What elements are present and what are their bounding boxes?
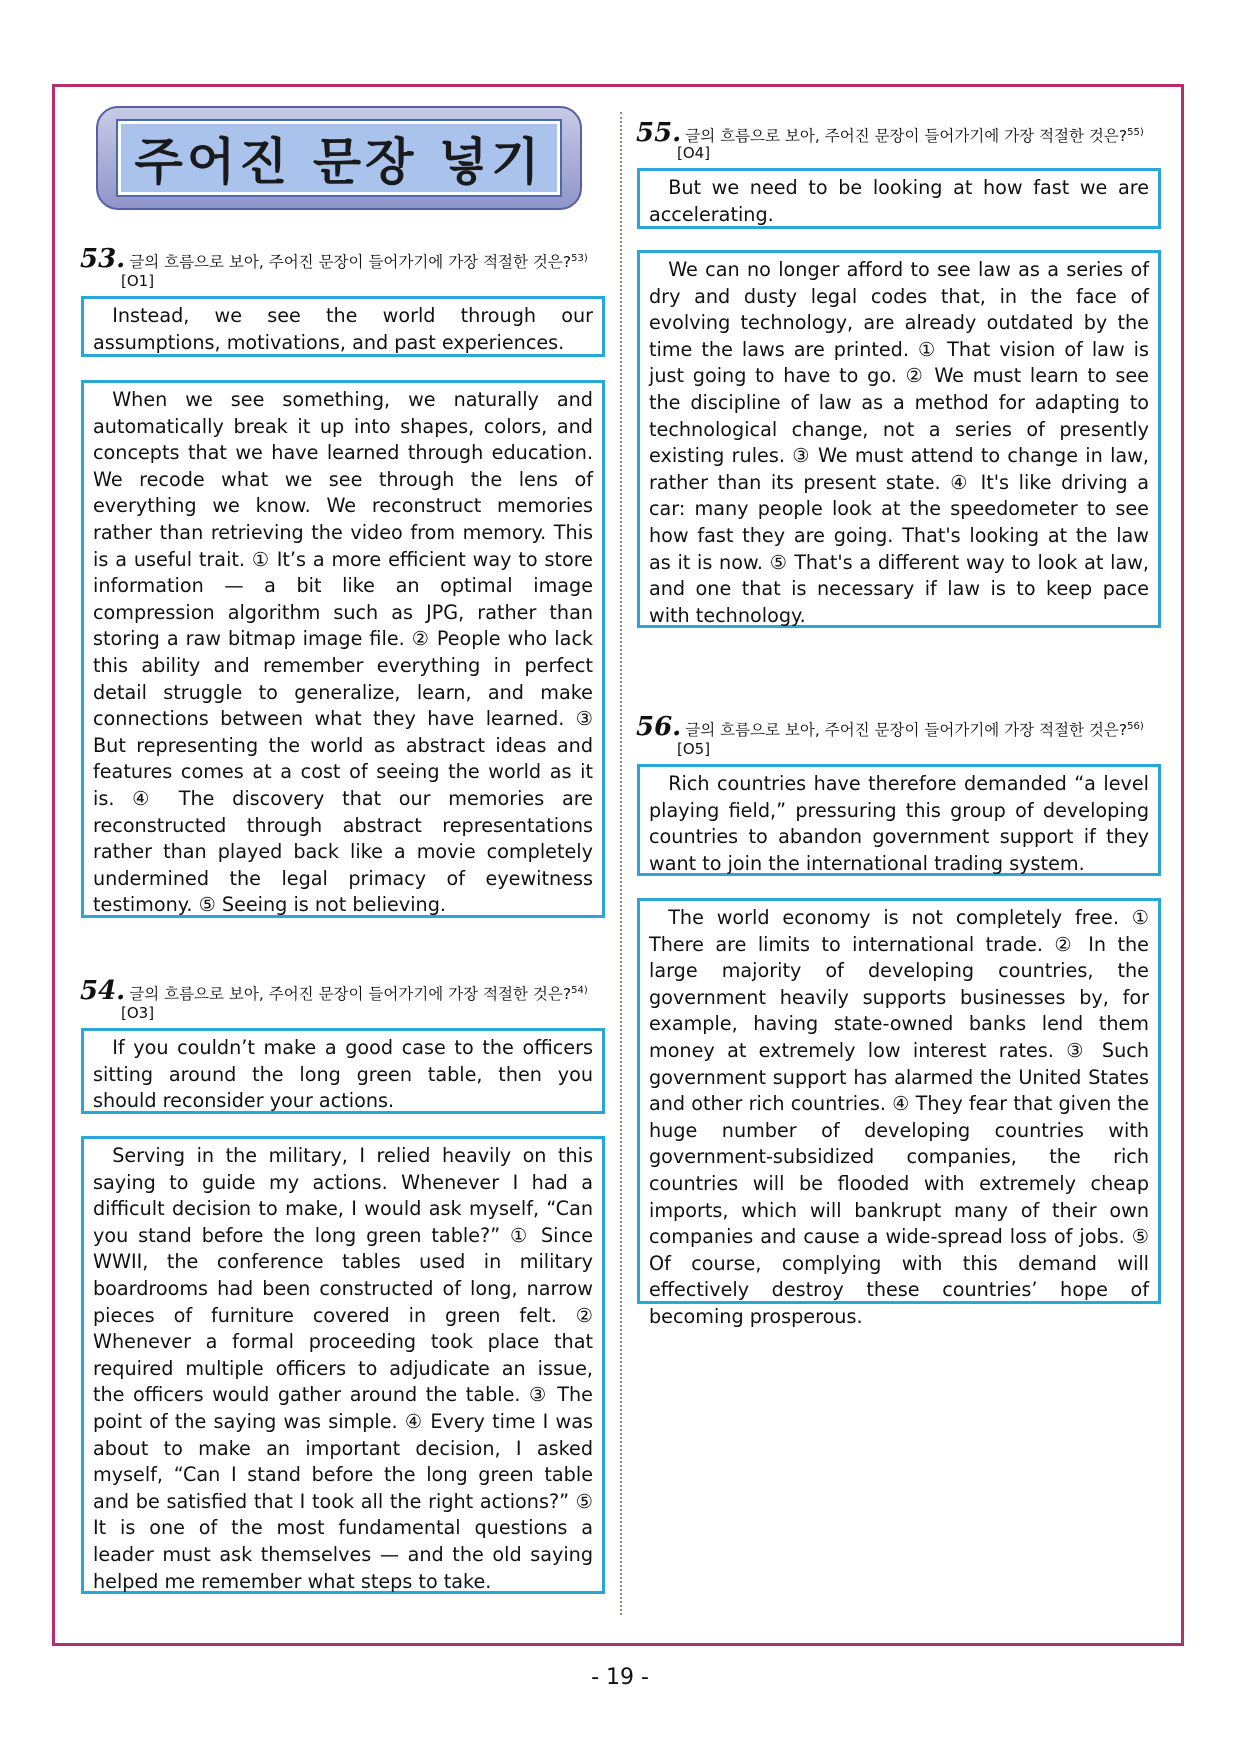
question-code: [O3] (121, 1004, 155, 1022)
question-code: [O5] (677, 740, 711, 758)
page-number: - 19 - (591, 1665, 649, 1690)
question-prompt: 글의 흐름으로 보아, 주어진 문장이 들어가기에 가장 적절한 것은? (129, 985, 572, 1003)
question-53-header (80, 244, 588, 274)
question-55-header (636, 118, 1144, 148)
question-code: [O1] (121, 272, 155, 290)
question-54-header (80, 976, 588, 1006)
passage-box: Serving in the military, I relied heavily on this saying to guide my actions. Whenever I had a difficult decision to make, I would ask myself, “Can you stand before the long green table?” ① Since WWII, the conference tables used in military boardrooms had been constructed of long, narrow pieces of furniture covered in green felt. ② Whenever a formal proceeding took place that required multiple officers to adjudicate an issue, the officers would gather around the table. ③ The point of the saying was simple. ④ Every time I was about to make an important decision, I asked myself, “Can I stand before the long green table and be satisfied that I took all the right actions?” ⑤ It is one of the most fundamental questions a leader must ask themselves — and the old saying helped me remember what steps to take. (81, 1136, 605, 1594)
given-sentence-box: But we need to be looking at how fast we are accelerating. (637, 168, 1161, 229)
question-number: 53. (80, 244, 126, 274)
question-number: 56. (636, 712, 682, 742)
section-title: 주어진 문장 넣기 (118, 121, 560, 195)
question-code: [O4] (677, 144, 711, 162)
column-divider (620, 112, 622, 1615)
given-sentence-box: If you couldn’t make a good case to the officers sitting around the long green table, then you should reconsider your actions. (81, 1028, 605, 1114)
question-prompt: 글의 흐름으로 보아, 주어진 문장이 들어가기에 가장 적절한 것은? (685, 127, 1128, 145)
footnote-mark: 53) (571, 252, 588, 264)
given-sentence-box: Rich countries have therefore demanded “a level playing field,” pressuring this group of developing countries to abandon government support if they want to join the international trading system. (637, 764, 1161, 876)
question-prompt: 글의 흐름으로 보아, 주어진 문장이 들어가기에 가장 적절한 것은? (685, 721, 1128, 739)
passage-box: The world economy is not completely free. ① There are limits to international trade. ② In the large majority of developing countries, the government heavily supports businesses by, for example, having state-owned banks lend them money at extremely low interest rates. ③ Such government support has alarmed the United States and other rich countries. ④ They fear that given the huge number of developing countries with government-subsidized companies, the rich countries will be flooded with extremely cheap imports, which will bankrupt many of their own companies and cause a wide-spread loss of jobs. ⑤ Of course, complying with this demand will effectively destroy these countries’ hope of becoming prosperous. (637, 898, 1161, 1304)
question-number: 54. (80, 976, 126, 1006)
passage-box: We can no longer afford to see law as a series of dry and dusty legal codes that, in the face of evolving technology, are already outdated by the time the laws are printed. ① That vision of law is just going to have to go. ② We must learn to see the discipline of law as a method for adapting to technological change, not a series of presently existing rules. ③ We must attend to change in law, rather than its present state. ④ It's like driving a car: many people look at the speedometer to see how fast they are going. That's looking at the law as it is now. ⑤ That's a different way to look at law, and one that is necessary if law is to keep pace with technology. (637, 250, 1161, 628)
question-number: 55. (636, 118, 682, 148)
footnote-mark: 56) (1127, 720, 1144, 732)
footnote-mark: 55) (1127, 126, 1144, 138)
question-prompt: 글의 흐름으로 보아, 주어진 문장이 들어가기에 가장 적절한 것은? (129, 253, 572, 271)
passage-box: When we see something, we naturally and automatically break it up into shapes, colors, and concepts that we have learned through education. We recode what we see through the lens of everything we know. We reconstruct memories rather than retrieving the video from memory. This is a useful trait. ① It’s a more efficient way to store information — a bit like an optimal image compression algorithm such as JPG, rather than storing a raw bitmap image file. ② People who lack this ability and remember everything in perfect detail struggle to generalize, learn, and make connections between what they have learned. ③ But representing the world as abstract ideas and features comes at a cost of seeing the world as it is. ④ The discovery that our memories are reconstructed through abstract representations rather than played back like a movie completely undermined the legal primacy of eyewitness testimony. ⑤ Seeing is not believing. (81, 380, 605, 918)
footnote-mark: 54) (571, 984, 588, 996)
given-sentence-box: Instead, we see the world through our assumptions, motivations, and past experiences. (81, 296, 605, 357)
question-56-header (636, 712, 1144, 742)
